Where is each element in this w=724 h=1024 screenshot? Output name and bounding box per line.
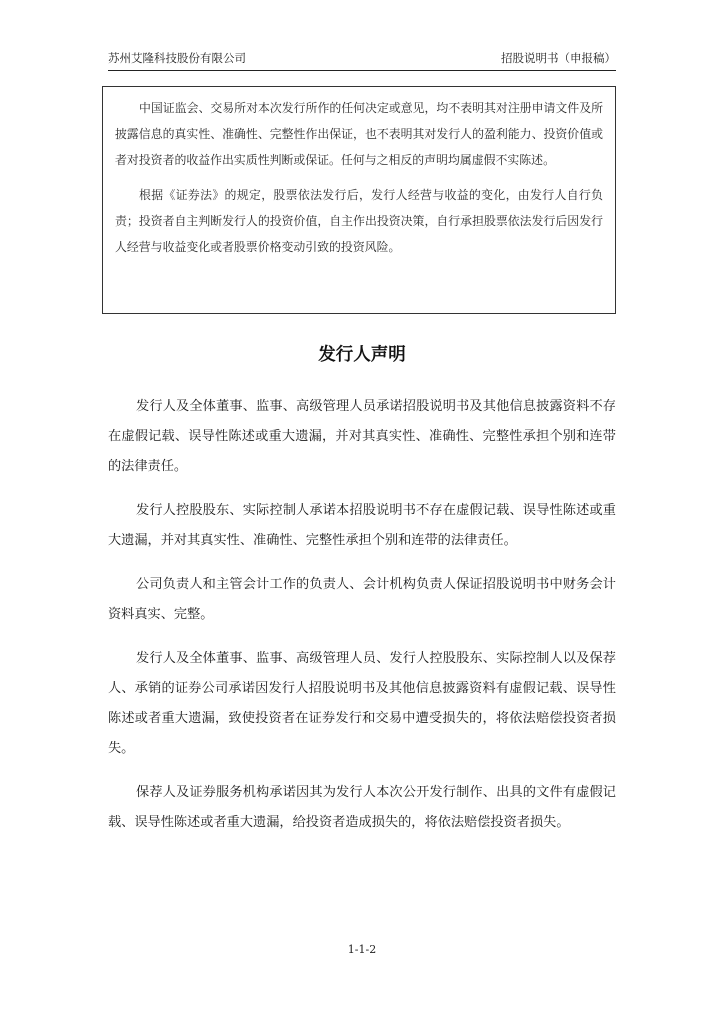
statement-paragraph: 公司负责人和主管会计工作的负责人、会计机构负责人保证招股说明书中财务会计资料真实、完整。 <box>108 577 616 622</box>
header-divider <box>108 70 616 71</box>
disclaimer-paragraph: 中国证监会、交易所对本次发行所作的任何决定或意见，均不表明其对注册申请文件及所披露信息的真实性、准确性、完整性作出保证，也不表明其对发行人的盈利能力、投资价值或者对投资者的收益作出实质性判断或保证。任何与之相反的声明均属虚假不实陈述。 <box>115 101 603 167</box>
header-company-name: 苏州艾隆科技股份有限公司 <box>108 51 246 65</box>
disclaimer-paragraph: 根据《证券法》的规定，股票依法发行后，发行人经营与收益的变化，由发行人自行负责；投资者自主判断发行人的投资价值，自主作出投资决策，自行承担股票依法发行后因发行人经营与收益变化或者股票价格变动引致的投资风险。 <box>115 188 603 254</box>
section-title: 发行人声明 <box>318 345 406 365</box>
header-document-title: 招股说明书（申报稿） <box>501 51 616 65</box>
statement-paragraph: 发行人及全体董事、监事、高级管理人员承诺招股说明书及其他信息披露资料不存在虚假记载、误导性陈述或重大遗漏，并对其真实性、准确性、完整性承担个别和连带的法律责任。 <box>108 399 616 474</box>
statement-paragraph: 发行人控股股东、实际控制人承诺本招股说明书不存在虚假记载、误导性陈述或重大遗漏，并对其真实性、准确性、完整性承担个别和连带的法律责任。 <box>108 503 616 548</box>
page-header <box>108 50 616 68</box>
statement-paragraph: 发行人及全体董事、监事、高级管理人员、发行人控股股东、实际控制人以及保荐人、承销的证券公司承诺因发行人招股说明书及其他信息披露资料有虚假记载、误导性陈述或者重大遗漏，致使投资者在证券发行和交易中遭受损失的，将依法赔偿投资者损失。 <box>108 651 616 756</box>
statement-body <box>108 392 616 852</box>
page-number: 1-1-2 <box>347 943 377 956</box>
statement-paragraph: 保荐人及证券服务机构承诺因其为发行人本次公开发行制作、出具的文件有虚假记载、误导性陈述或者重大遗漏，给投资者造成损失的，将依法赔偿投资者损失。 <box>108 785 616 830</box>
disclaimer-box <box>102 86 616 314</box>
